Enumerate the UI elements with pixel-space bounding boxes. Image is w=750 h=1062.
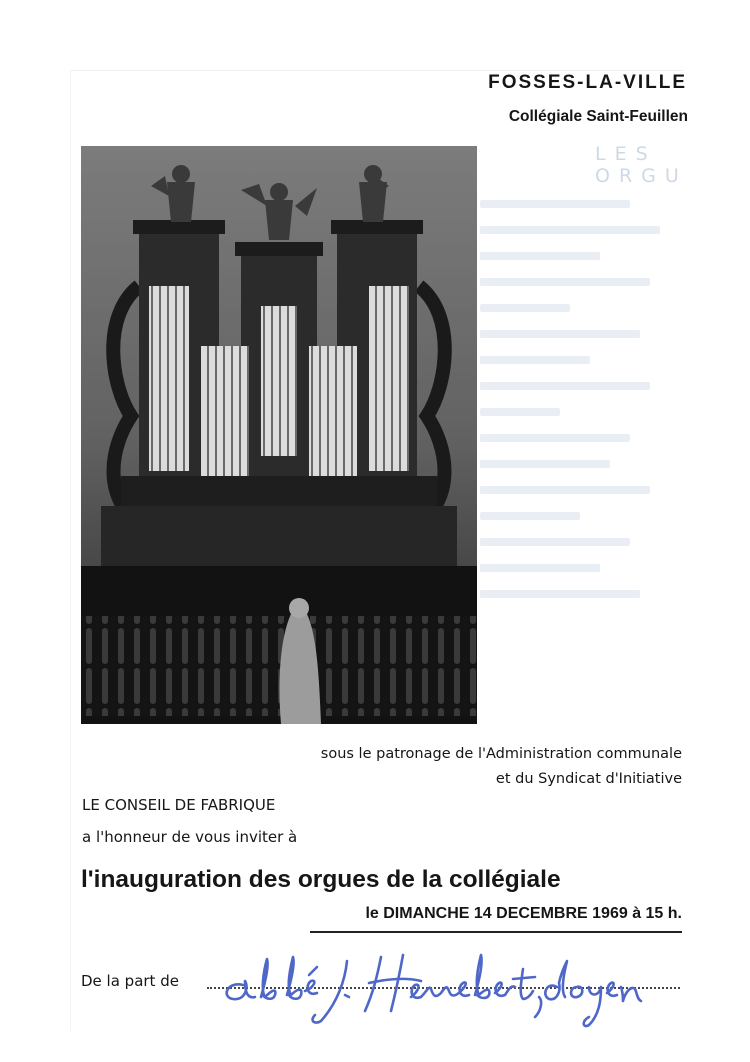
church-name: Collégiale Saint-Feuillen (508, 108, 688, 125)
handwritten-signature (205, 925, 655, 1035)
show-through-lines (480, 200, 680, 700)
patronage-line-1: sous le patronage de l'Administration communale (320, 746, 682, 762)
patronage-line-2: et du Syndicat d'Initiative (495, 771, 682, 787)
council-name: LE CONSEIL DE FABRIQUE (82, 796, 276, 814)
event-date (365, 905, 682, 923)
show-through-text: LES ORGU (595, 143, 688, 187)
invitation-headline: l'inauguration des orgues de la collégiale (81, 866, 561, 893)
church-organ-photo (81, 146, 477, 724)
town-name: FOSSES-LA-VILLE (488, 72, 687, 93)
invitation-phrase: a l'honneur de vous inviter à (82, 828, 298, 846)
event-date-value: DIMANCHE 14 DECEMBRE 1969 à 15 h. (383, 905, 682, 922)
event-date-prefix: le (365, 905, 379, 922)
sender-label: De la part de (81, 972, 179, 990)
